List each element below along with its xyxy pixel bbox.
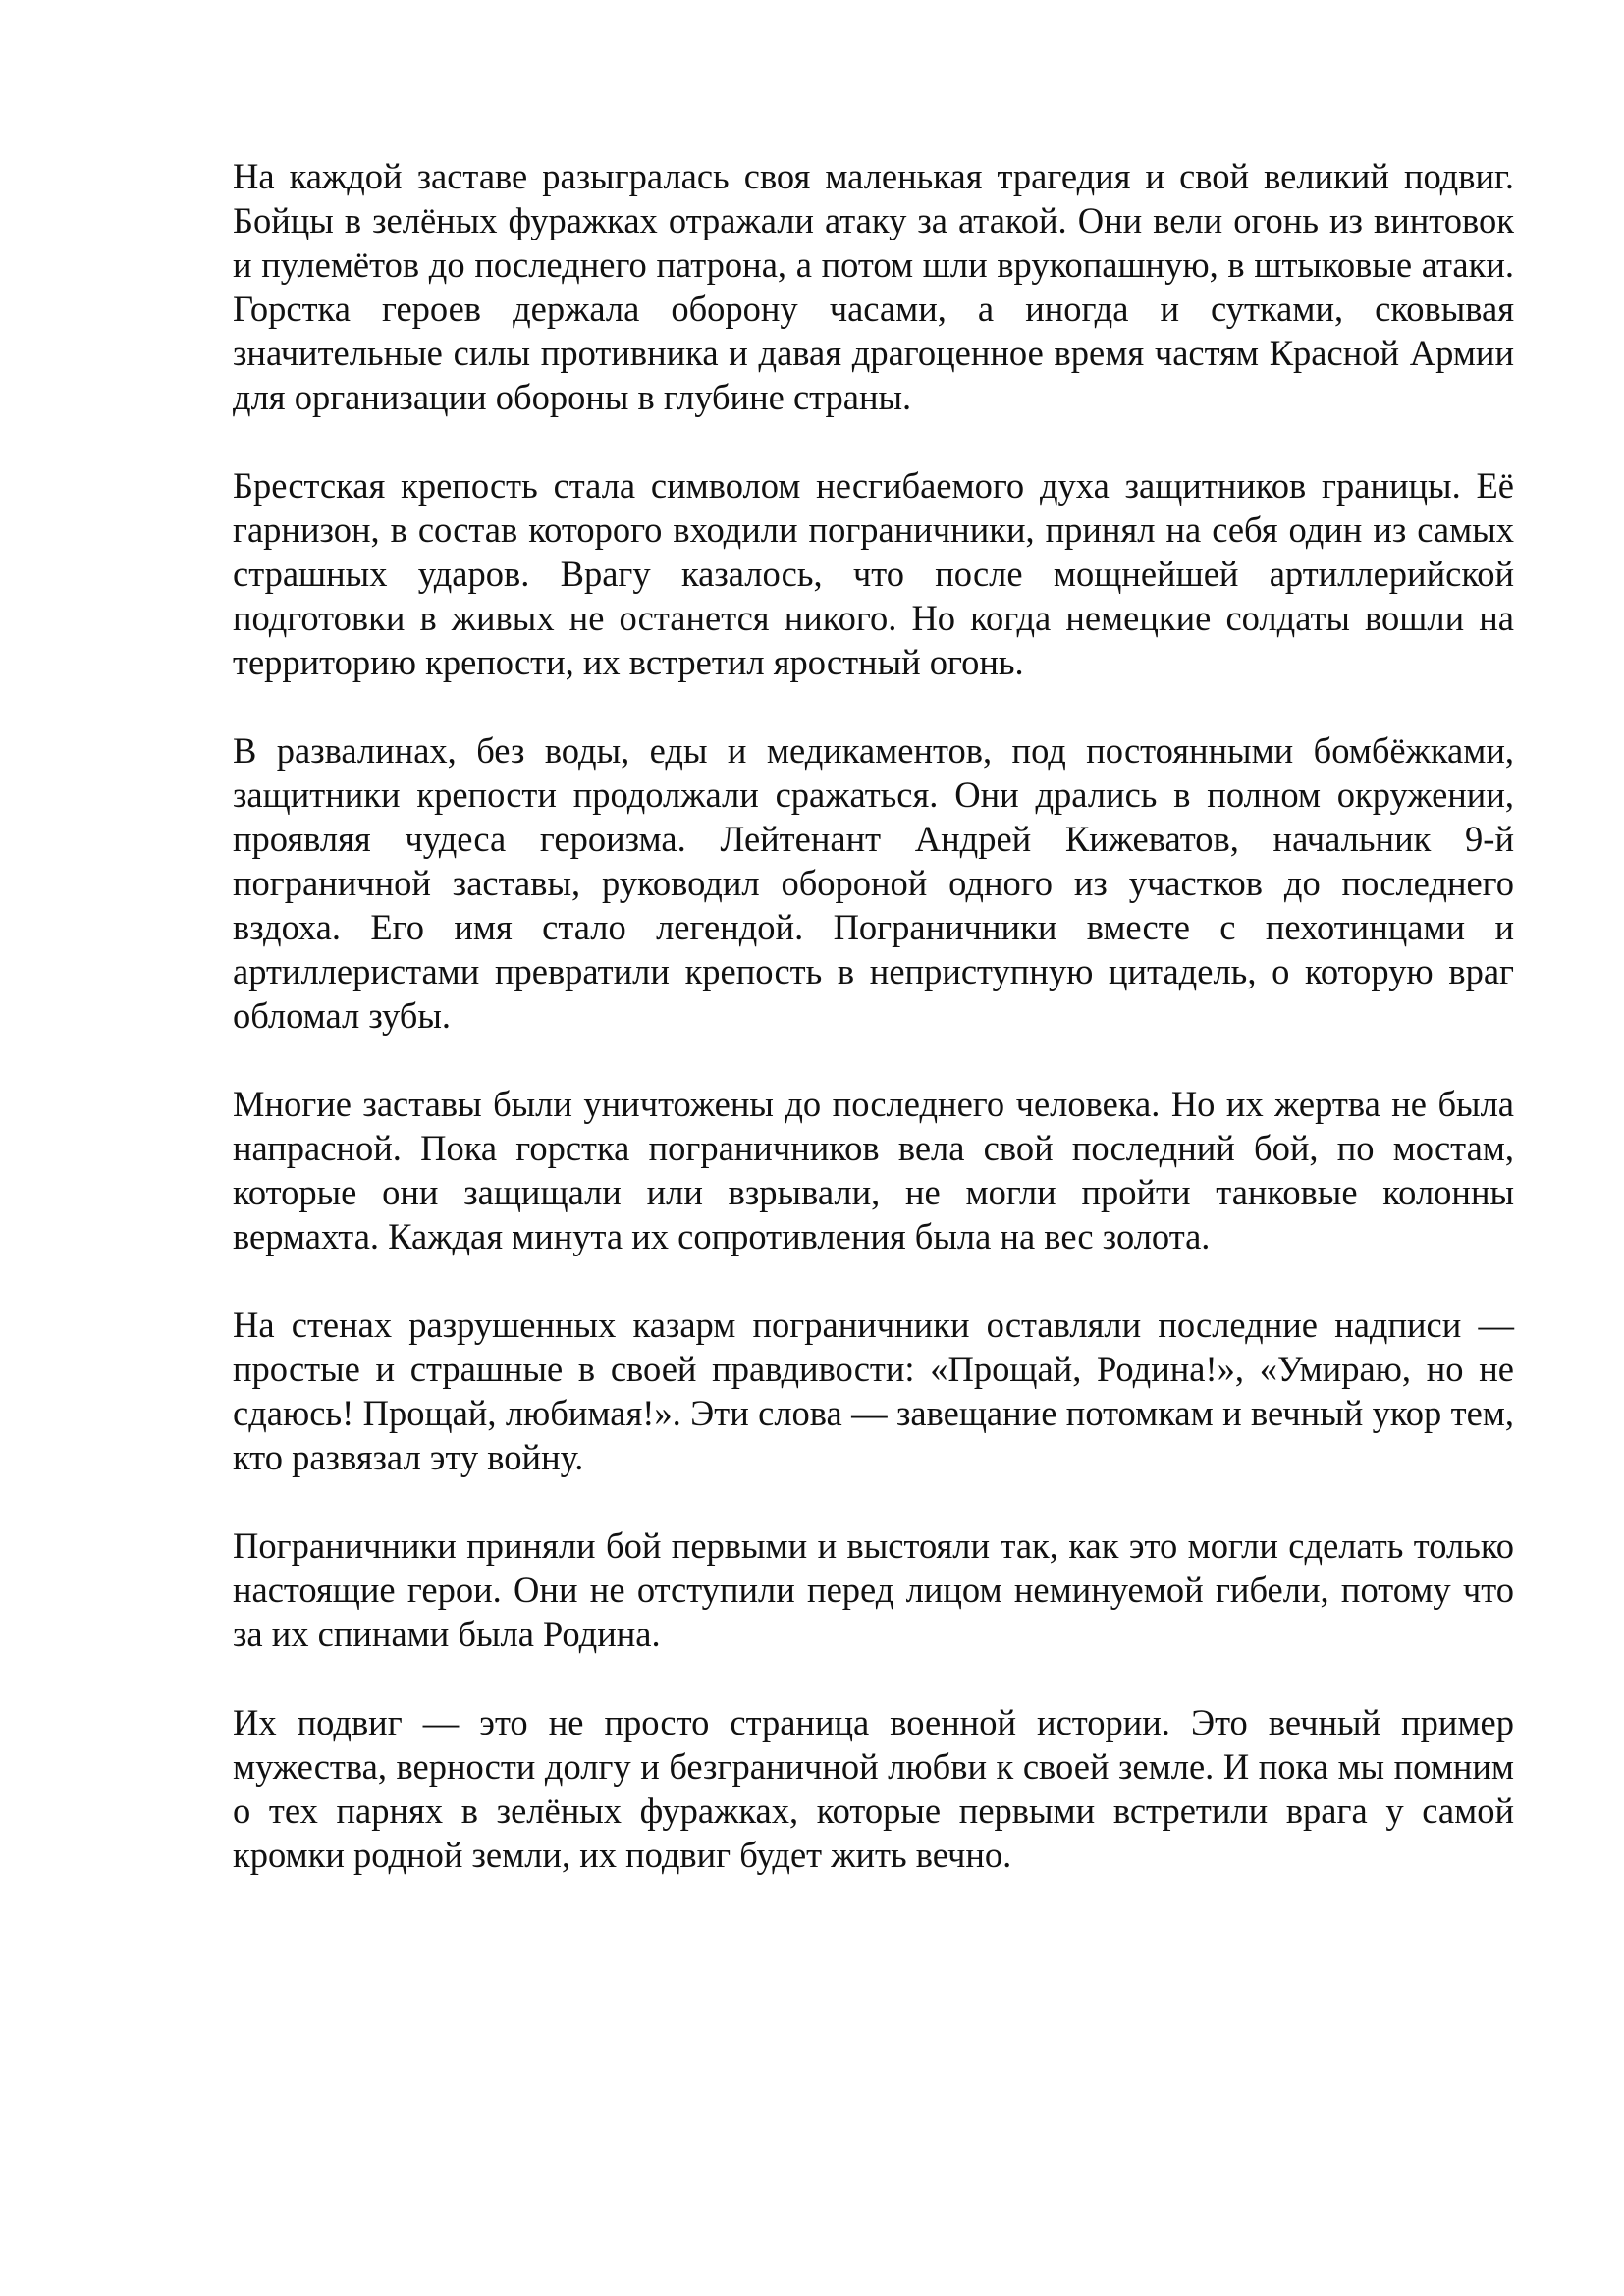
paragraph-1: На каждой заставе разыгралась своя маленькая трагедия и свой великий подвиг. Бойцы в зелёных фуражках отражали атаку за атакой. Они вели огонь из винтовок и пулемётов до последнего патрона, а потом шли врукопашную, в штыковые атаки. Горстка героев держала оборону часами, а иногда и сутками, сковывая значительные силы противника и давая драгоценное время частям Красной Армии для организации обороны в глубине страны. (233, 156, 1514, 417)
paragraph-2: Брестская крепость стала символом несгибаемого духа защитников границы. Её гарнизон, в состав которого входили пограничники, принял на себя один из самых страшных ударов. Врагу казалось, что после мощнейшей артиллерийской подготовки в живых не останется никого. Но когда немецкие солдаты вошли на территорию крепости, их встретил яростный огонь. (233, 465, 1514, 682)
paragraph-3: В развалинах, без воды, еды и медикаментов, под постоянными бомбёжками, защитники крепости продолжали сражаться. Они дрались в полном окружении, проявляя чудеса героизма. Лейтенант Андрей Кижеватов, начальник 9-й пограничной заставы, руководил обороной одного из участков до последнего вздоха. Его имя стало легендой. Пограничники вместе с пехотинцами и артиллеристами превратили крепость в неприступную цитадель, о которую враг обломал зубы. (233, 730, 1514, 1036)
paragraph-4: Многие заставы были уничтожены до последнего человека. Но их жертва не была напрасной. Пока горстка пограничников вела свой последний бой, по мостам, которые они защищали или взрывали, не могли пройти танковые колонны вермахта. Каждая минута их сопротивления была на вес золота. (233, 1084, 1514, 1256)
paragraph-7: Их подвиг — это не просто страница военной истории. Это вечный пример мужества, верности долгу и безграничной любви к своей земле. И пока мы помним о тех парнях в зелёных фуражках, которые первыми встретили врага у самой кромки родной земли, их подвиг будет жить вечно. (233, 1702, 1514, 1875)
paragraph-5: На стенах разрушенных казарм пограничники оставляли последние надписи — простые и страшные в своей правдивости: «Прощай, Родина!», «Умираю, но не сдаюсь! Прощай, любимая!». Эти слова — завещание потомкам и вечный укор тем, кто развязал эту войну. (233, 1305, 1514, 1477)
paragraph-6: Пограничники приняли бой первыми и выстояли так, как это могли сделать только настоящие герои. Они не отступили перед лицом неминуемой гибели, потому что за их спинами была Родина. (233, 1525, 1514, 1654)
document-body (233, 154, 1514, 1877)
